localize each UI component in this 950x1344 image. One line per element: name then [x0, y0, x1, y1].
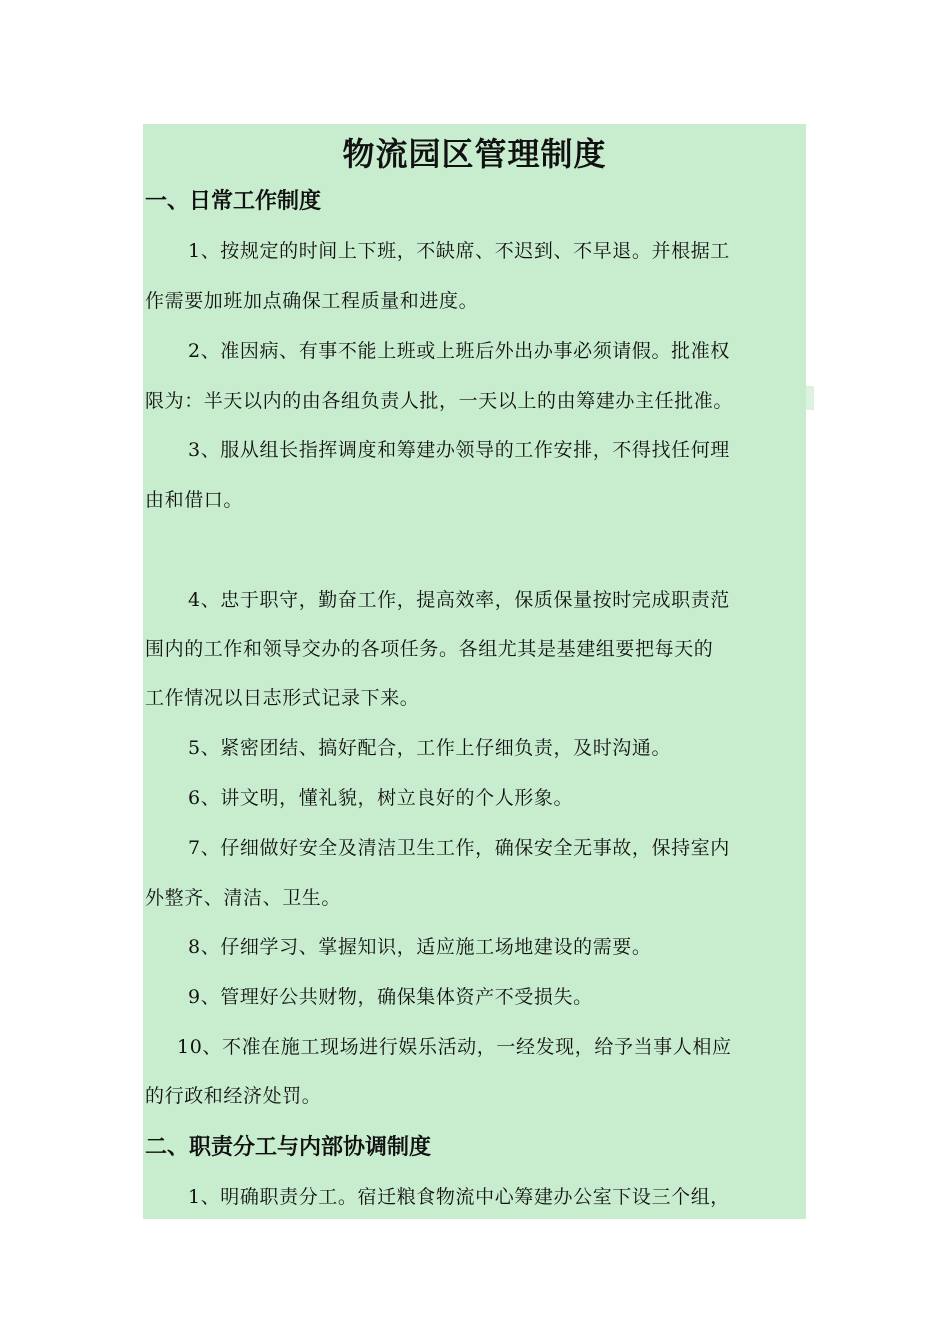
paragraph-3-line-2: 由和借口。	[145, 489, 244, 511]
paragraph-10-line-1: 10、不准在施工现场进行娱乐活动，一经发现，给予当事人相应	[177, 1036, 732, 1058]
paragraph-7-line-2: 外整齐、清洁、卫生。	[145, 887, 342, 909]
section-heading-daily-work: 一、日常工作制度	[145, 188, 322, 214]
paragraph-4-line-1: 4、忠于职守，勤奋工作，提高效率，保质保量按时完成职责范	[188, 589, 730, 611]
highlight-overhang	[806, 386, 814, 410]
paragraph-8-line-1: 8、仔细学习、掌握知识，适应施工场地建设的需要。	[188, 936, 652, 958]
paragraph-7-line-1: 7、仔细做好安全及清洁卫生工作，确保安全无事故，保持室内	[188, 837, 730, 859]
section-heading-duties: 二、职责分工与内部协调制度	[145, 1134, 432, 1160]
paragraph-9-line-1: 9、管理好公共财物，确保集体资产不受损失。	[188, 986, 593, 1008]
paragraph-10-line-2: 的行政和经济处罚。	[145, 1085, 322, 1107]
paragraph-1-line-2: 作需要加班加点确保工程质量和进度。	[145, 290, 479, 312]
paragraph-2-line-2: 限为：半天以内的由各组负责人批，一天以上的由筹建办主任批准。	[145, 390, 734, 412]
document-title: 物流园区管理制度	[342, 135, 607, 173]
paragraph-4-line-2: 围内的工作和领导交办的各项任务。各组尤其是基建组要把每天的	[145, 638, 714, 660]
paragraph-4-line-3: 工作情况以日志形式记录下来。	[145, 687, 420, 709]
paragraph-6-line-1: 6、讲文明，懂礼貌，树立良好的个人形象。	[188, 787, 574, 809]
paragraph-3-line-1: 3、服从组长指挥调度和筹建办领导的工作安排，不得找任何理	[188, 439, 730, 461]
section2-paragraph-1-line-1: 1、明确职责分工。宿迁粮食物流中心筹建办公室下设三个组，	[188, 1186, 730, 1208]
paragraph-5-line-1: 5、紧密团结、搞好配合，工作上仔细负责，及时沟通。	[188, 737, 672, 759]
paragraph-2-line-1: 2、准因病、有事不能上班或上班后外出办事必须请假。批准权	[188, 340, 730, 362]
highlighted-text-block	[143, 124, 806, 1219]
paragraph-1-line-1: 1、按规定的时间上下班，不缺席、不迟到、不早退。并根据工	[188, 240, 730, 262]
